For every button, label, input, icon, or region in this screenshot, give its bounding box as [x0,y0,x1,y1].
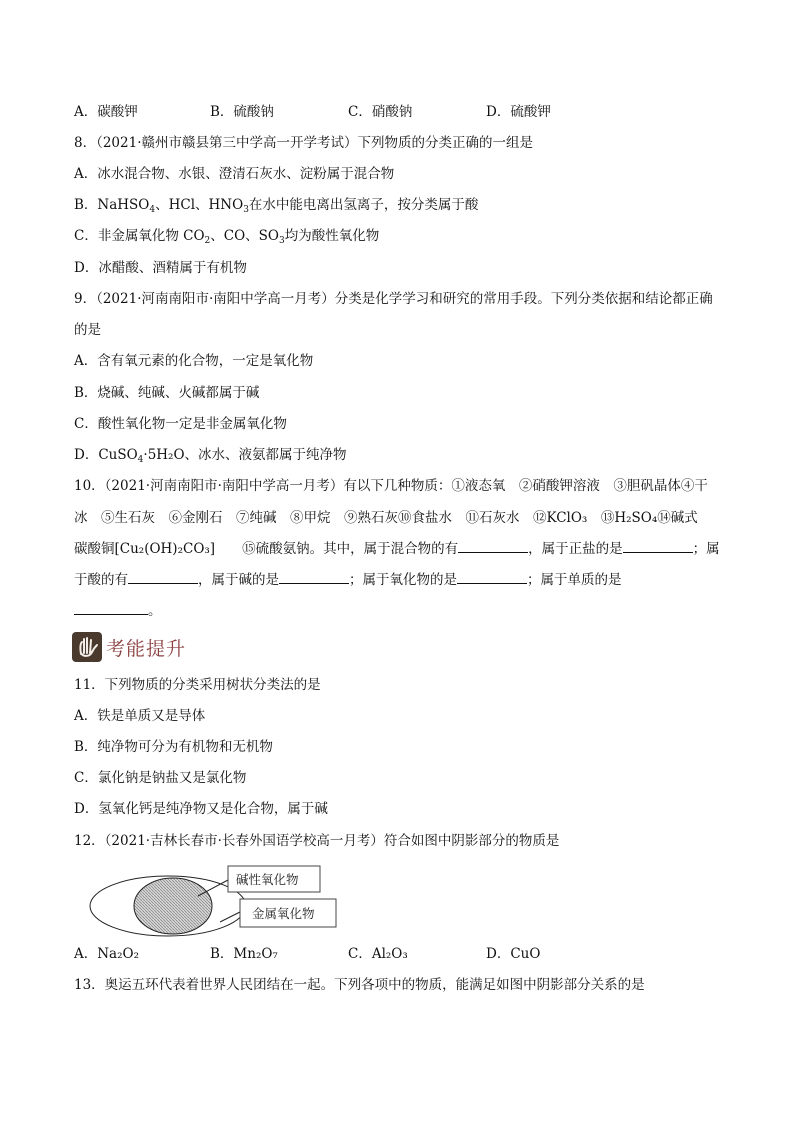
q12-option-a: A．Na₂O₂ [74,946,140,962]
q12-stem: 12．（2021·吉林长春市·长春外国语学校高一月考）符合如图中阴影部分的物质是 [74,833,560,849]
q7-option-a: A．碳酸钾 [74,104,138,120]
q12-option-c: C．Al₂O₃ [348,946,408,962]
q9-stem-line2: 的是 [74,322,101,338]
q7-option-c: C．硝酸钠 [348,104,413,120]
q10-line4: 于酸的有 ，属于碱的是 ；属于氧化物的是 ；属于单质的是 [74,572,622,588]
label-outer: 金属氧化物 [252,906,315,921]
q9-option-d: D．CuSO$_4$·5H₂O、冰水、液氨都属于纯净物 [74,447,347,465]
answer-blank[interactable] [457,571,527,584]
q9-option-a: A．含有氧元素的化合物，一定是氧化物 [74,353,314,369]
q13-stem: 13．奥运五环代表着世界人民团结在一起。下列各项中的物质，能满足如图中阴影部分关系的是 [74,977,645,993]
q10-line5: 。 [74,602,162,620]
label-inner: 碱性氧化物 [236,872,299,887]
q12-options [74,945,540,963]
q7-options [74,103,551,121]
q9-option-c: C．酸性氧化物一定是非金属氧化物 [74,416,287,432]
q10-line2: 冰 ⑤生石灰 ⑥金刚石 ⑦纯碱 ⑧甲烷 ⑨熟石灰⑩食盐水 ⑪石灰水 ⑫KClO₃ ⑬H₂SO₄⑭碱式 [74,510,698,526]
venn-diagram [88,862,348,942]
q8-option-a: A．冰水混合物、水银、澄清石灰水、淀粉属于混合物 [74,166,395,182]
q7-option-b: B．硫酸钠 [210,104,274,120]
q11-stem: 11．下列物质的分类采用树状分类法的是 [74,677,321,693]
q10-line3: 碳酸铜[Cu₂(OH)₂CO₃] ⑮硫酸氨钠。其中，属于混合物的有 ，属于正盐的是 ；属 [74,541,720,557]
answer-blank[interactable] [128,571,198,584]
q11-option-c: C．氯化钠是钠盐又是氯化物 [74,770,247,786]
answer-blank[interactable] [74,602,148,615]
q12-option-b: B．Mn₂O₇ [210,946,278,962]
q11-option-d: D．氢氧化钙是纯净物又是化合物，属于碱 [74,801,328,817]
q12-option-d: D．CuO [486,946,541,962]
q11-option-b: B．纯净物可分为有机物和无机物 [74,739,273,755]
inner-ellipse-shaded [134,878,212,934]
q8-option-b: B．NaHSO$_4$、HCl、$HNO_3$在水中能电离出氢离子，按分类属于酸 [74,197,479,215]
section-title: 考能提升 [106,637,187,660]
q8-option-c: C．非金属氧化物 $CO_2$、CO、$SO_3$均为酸性氧化物 [74,228,380,246]
hand-icon [72,632,102,662]
q9-option-b: B．烧碱、纯碱、火碱都属于碱 [74,385,260,401]
answer-blank[interactable] [623,540,693,553]
section-heading [72,630,186,664]
answer-blank[interactable] [279,571,349,584]
q7-option-d: D．硫酸钾 [486,104,551,120]
q11-option-a: A．铁是单质又是导体 [74,708,206,724]
q9-stem-line1: 9．（2021·河南南阳市·南阳中学高一月考）分类是化学学习和研究的常用手段。下列分类依据和结论都正确 [74,291,713,307]
answer-blank[interactable] [458,540,528,553]
q8-option-d: D．冰醋酸、酒精属于有机物 [74,260,247,276]
q8-stem: 8．（2021·赣州市赣县第三中学高一开学考试）下列物质的分类正确的一组是 [74,135,533,151]
q10-line1: 10．（2021·河南南阳市·南阳中学高一月考）有以下几种物质：①液态氧 ②硝酸钾溶液 ③胆矾晶体④干 [74,478,708,494]
